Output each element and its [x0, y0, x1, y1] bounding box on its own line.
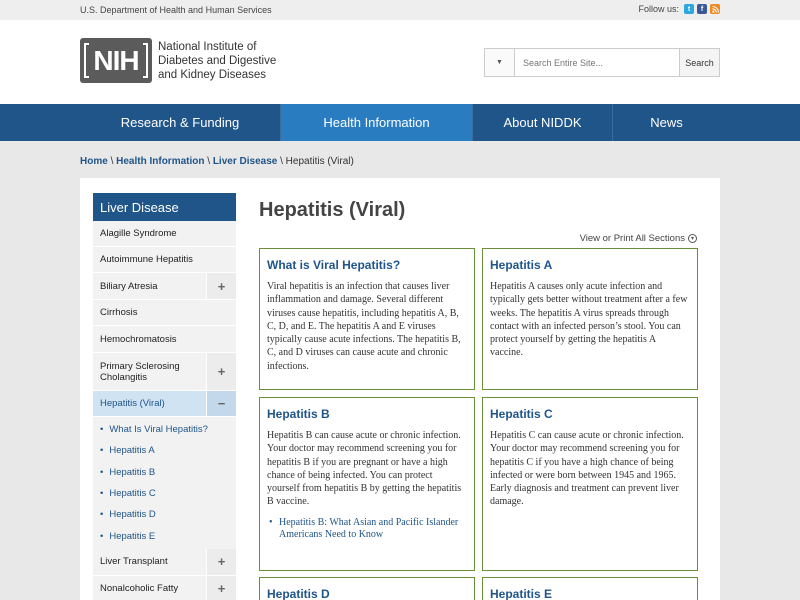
sidebar-subitem-hepatitis-b[interactable]: • Hepatitis B [93, 462, 236, 483]
sidebar-item-cirrhosis[interactable] [93, 300, 236, 326]
breadcrumb-separator: \ [110, 156, 114, 167]
sidebar-title[interactable]: Liver Disease [93, 193, 236, 221]
sidebar-item-liver-transplant[interactable] [93, 549, 236, 576]
sidebar-item-hepatitis-viral[interactable] [93, 391, 236, 417]
card-link[interactable]: • Hepatitis B: What Asian and Pacific Islander Americans Need to Know [279, 517, 467, 542]
sidebar-item-label: Alagille Syndrome [100, 228, 177, 239]
sidebar-subitem-hepatitis-d[interactable]: • Hepatitis D [93, 504, 236, 525]
rss-icon[interactable] [710, 4, 720, 14]
facebook-icon[interactable]: f [697, 4, 707, 14]
card-title[interactable]: Hepatitis D [267, 587, 330, 600]
card-hepatitis-e [482, 577, 698, 600]
department-label[interactable]: U.S. Department of Health and Human Services [80, 5, 272, 15]
nav-about-niddk[interactable]: About NIDDK [473, 104, 613, 141]
search-input[interactable] [515, 49, 679, 76]
card-hepatitis-a [482, 248, 698, 390]
follow-us [638, 4, 720, 14]
breadcrumb-home[interactable]: Home [80, 156, 108, 167]
breadcrumb-health-information[interactable]: Health Information [116, 156, 205, 167]
sidebar-item-label: Biliary Atresia [100, 280, 158, 292]
card-links [267, 517, 467, 542]
nav-health-information[interactable]: Health Information [281, 104, 473, 141]
sidebar-item-label: Hemochromatosis [100, 333, 177, 345]
nav-news[interactable]: News [650, 115, 683, 130]
sidebar-subitem-hepatitis-e[interactable]: • Hepatitis E [93, 525, 236, 546]
expand-plus-icon[interactable]: + [206, 353, 236, 390]
card-body: Hepatitis B can cause acute or chronic infection. Your doctor may recommend screening you for hepatitis B if you are pregnant or have a high chance of being infected. You can protect yourself from hepatitis B by getting the hepatitis B vaccine. [267, 430, 462, 508]
sidebar-item-biliary-atresia[interactable] [93, 273, 236, 300]
sidebar-subitem-what-is[interactable]: • What Is Viral Hepatitis? [93, 419, 236, 440]
org-name: National Institute of Diabetes and Digestive and Kidney Diseases [158, 40, 277, 81]
sidebar-item-alagille[interactable] [93, 221, 236, 247]
top-utility-bar [0, 0, 800, 20]
sidebar-item-label: Nonalcoholic Fatty [100, 583, 179, 595]
breadcrumb-current: Hepatitis (Viral) [285, 156, 354, 167]
breadcrumb-separator: \ [207, 156, 211, 167]
breadcrumb-separator: \ [280, 156, 283, 167]
sidebar-item-nonalcoholic-fatty[interactable] [93, 576, 236, 600]
chevron-circle-down-icon: ▾ [688, 234, 697, 243]
search-scope-dropdown[interactable] [485, 49, 515, 76]
card-what-is-viral-hepatitis [259, 248, 475, 390]
main-nav [0, 104, 800, 141]
expand-plus-icon[interactable]: + [206, 273, 236, 299]
card-body: Hepatitis A causes only acute infection and typically gets better without treatment after a few weeks. The hepatitis A virus spreads through contact with an infected person’s stool. You can protect yourself by getting the hepatitis A vaccine. [490, 281, 688, 359]
expand-plus-icon[interactable]: + [206, 549, 236, 575]
sidebar-subitem-hepatitis-c[interactable]: • Hepatitis C [93, 483, 236, 504]
niddk-logo[interactable] [80, 38, 288, 83]
collapse-minus-icon[interactable]: − [206, 391, 236, 416]
sidebar-item-label: Autoimmune Hepatitis [100, 254, 193, 265]
sidebar-item-autoimmune-hepatitis[interactable] [93, 247, 236, 273]
search-button[interactable]: Search [679, 49, 719, 76]
card-hepatitis-b [259, 397, 475, 571]
card-title[interactable]: Hepatitis E [490, 587, 553, 600]
view-all-sections-link[interactable] [580, 233, 697, 244]
follow-us-label: Follow us: [638, 4, 679, 14]
site-header [0, 20, 800, 104]
sidebar-item-primary-sclerosing-cholangitis[interactable] [93, 353, 236, 391]
sidebar-subitems [93, 417, 236, 549]
card-title[interactable]: Hepatitis B [267, 407, 330, 421]
card-title[interactable]: Hepatitis C [490, 407, 553, 421]
chevron-down-icon: ▼ [496, 59, 503, 66]
view-all-label: View or Print All Sections [579, 233, 685, 244]
sidebar-item-label: Liver Transplant [100, 556, 168, 568]
card-title[interactable]: What is Viral Hepatitis? [267, 258, 401, 272]
breadcrumb-liver-disease[interactable]: Liver Disease [212, 156, 278, 167]
breadcrumb [80, 156, 354, 167]
card-hepatitis-d [259, 577, 475, 600]
sidebar-item-label: Hepatitis (Viral) [100, 398, 165, 409]
nav-research-funding[interactable]: Research & Funding [80, 104, 281, 141]
search-bar [484, 48, 720, 77]
sidebar-subitem-hepatitis-a[interactable]: • Hepatitis A [93, 440, 236, 461]
sidebar-item-hemochromatosis[interactable] [93, 326, 236, 353]
twitter-icon[interactable]: t [684, 4, 694, 14]
sidebar-item-label: Cirrhosis [100, 307, 138, 318]
card-body: Viral hepatitis is an infection that causes liver inflammation and damage. Several different viruses cause hepatitis, including hepatitis A, B, C, D, and E. The hepatitis A and E viruses typically cause acute infections. The hepatitis B, C, and D viruses can cause acute and chronic infections. [267, 281, 461, 372]
card-body: Hepatitis C can cause acute or chronic infection. Your doctor may recommend screening you for hepatitis C if you have a high chance of being infected or were born between 1945 and 1965. Early diagnosis and treatment can prevent liver damage. [490, 430, 684, 508]
sidebar-nav [93, 193, 236, 600]
nih-logo-mark: NIH [80, 38, 152, 83]
card-title[interactable]: Hepatitis A [490, 258, 553, 272]
sidebar-item-label: Primary Sclerosing Cholangitis [100, 360, 180, 383]
card-hepatitis-c [482, 397, 698, 571]
page-title: Hepatitis (Viral) [259, 199, 406, 221]
expand-plus-icon[interactable]: + [206, 576, 236, 600]
